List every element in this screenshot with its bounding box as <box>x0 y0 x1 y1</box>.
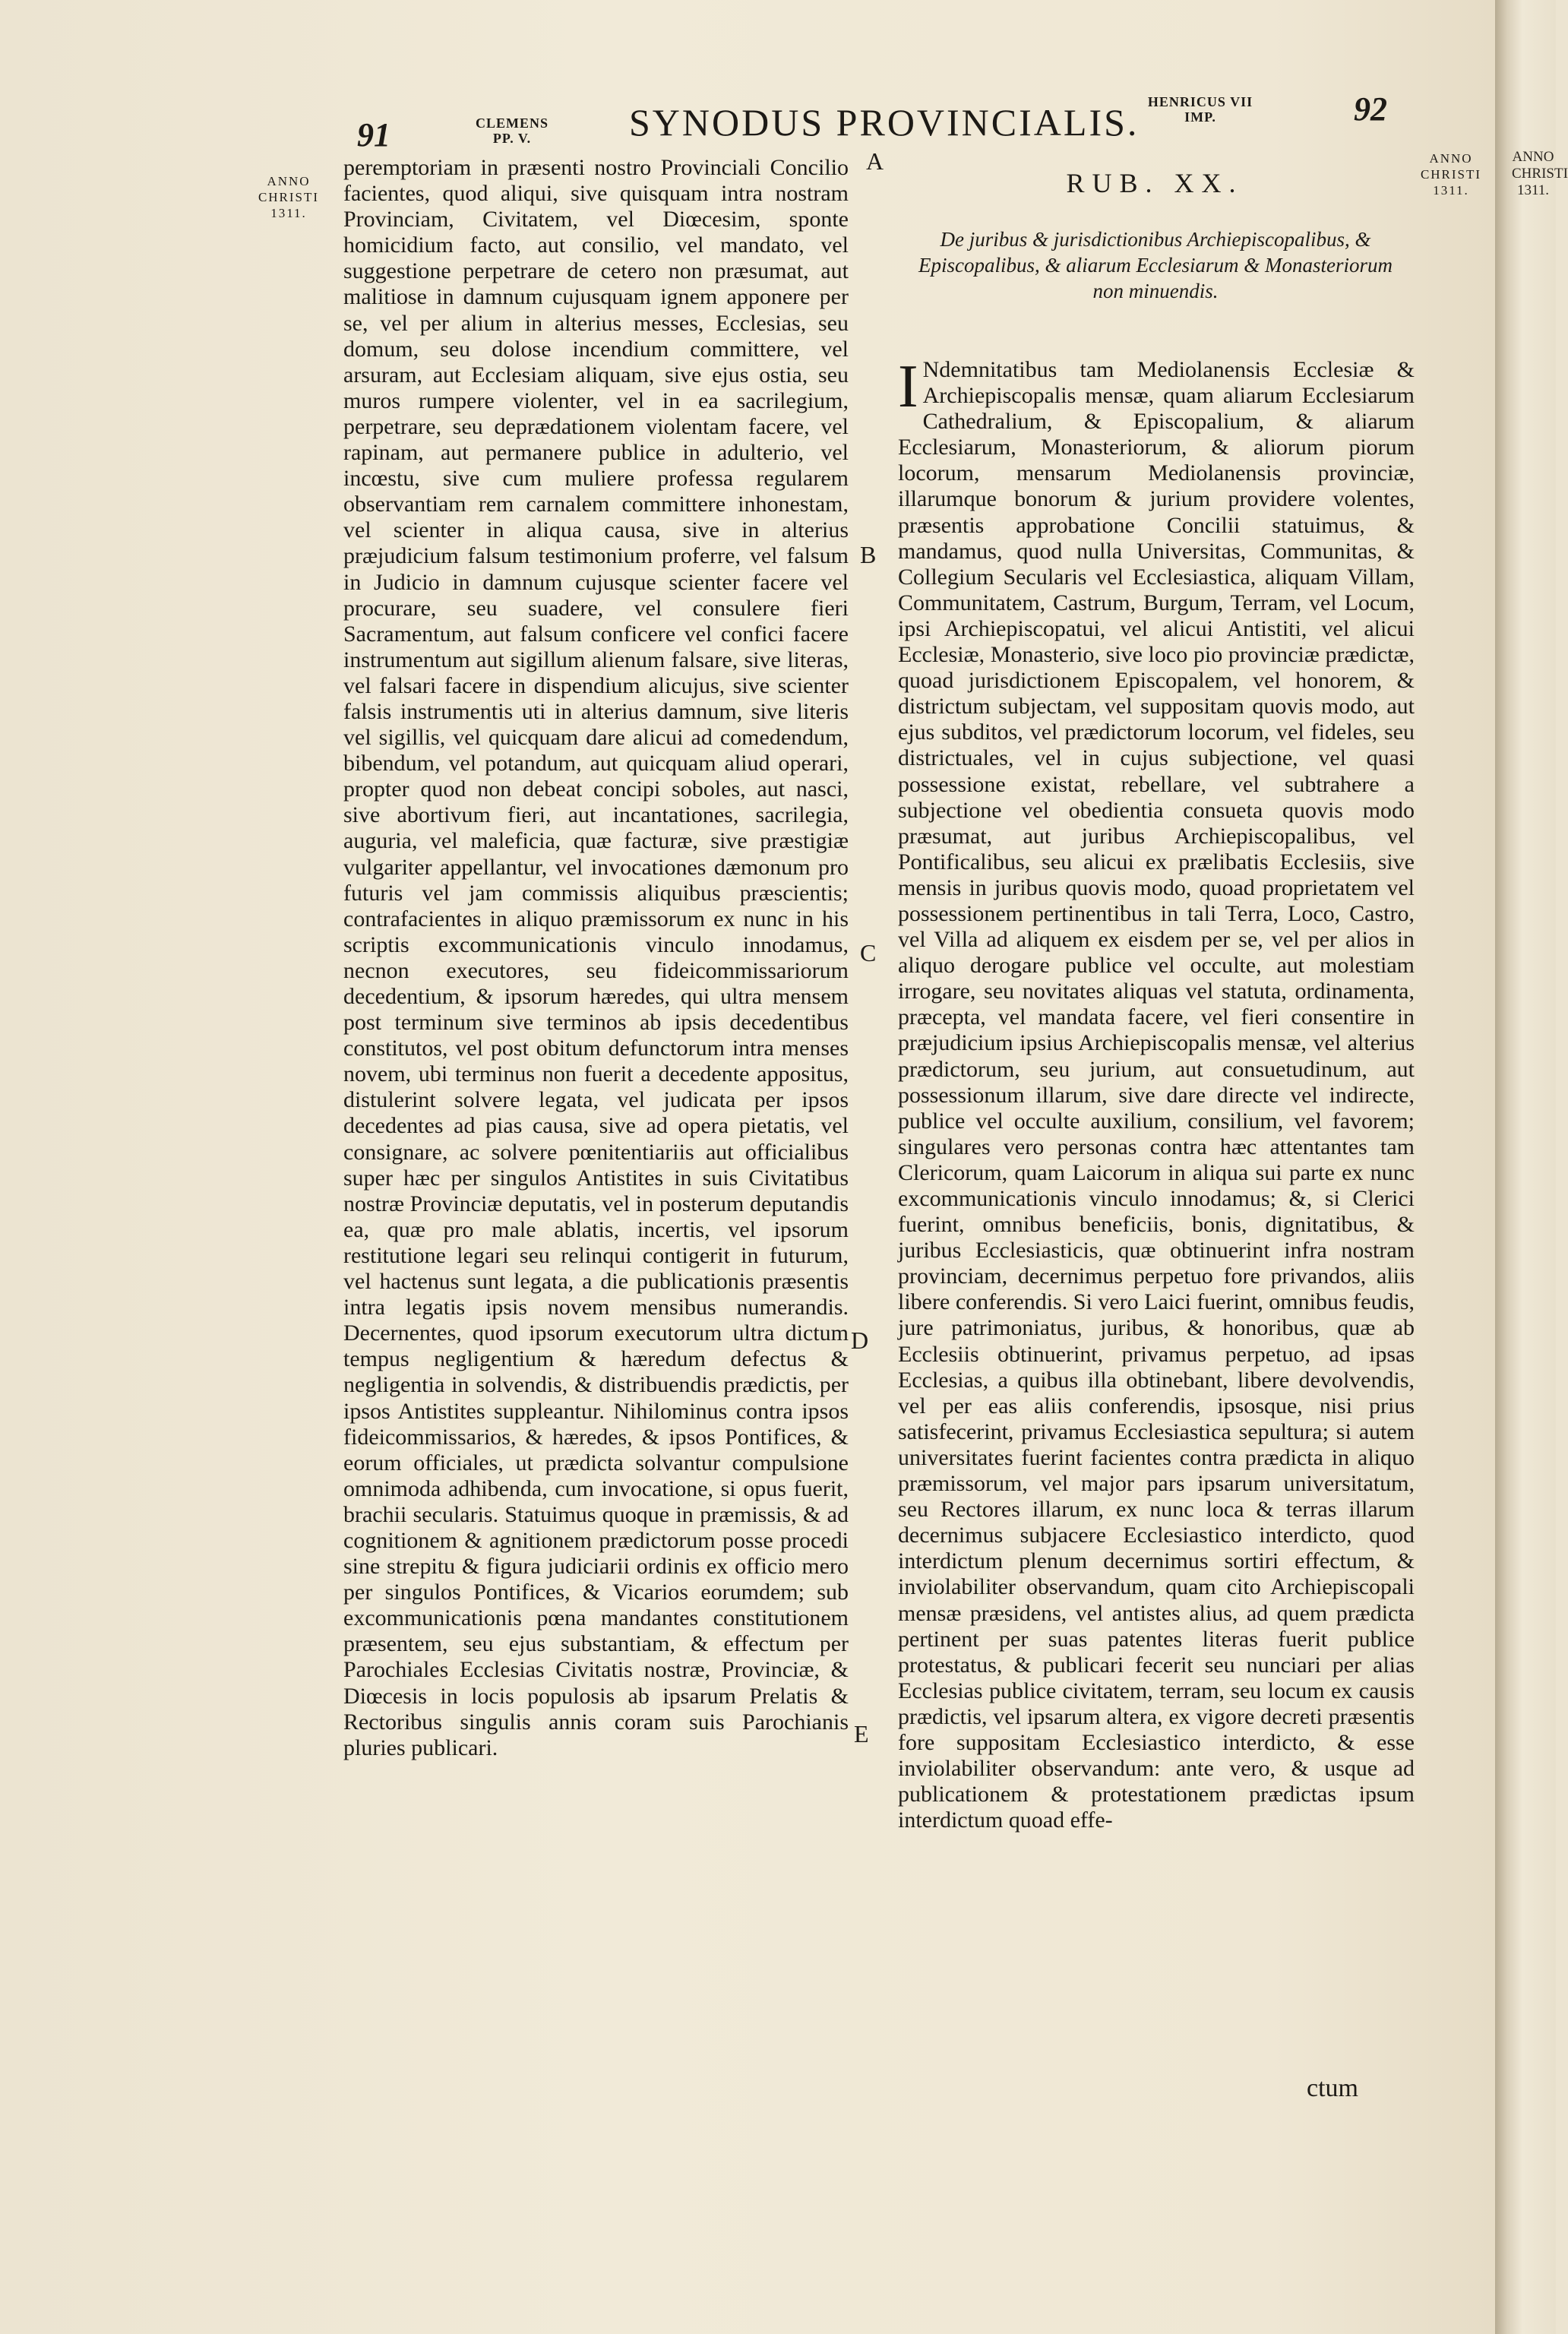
left-column-text: peremptoriam in præsenti nostro Provinciali Concilio facientes, quod aliqui, sive quisquam intra nostram Provinciam, Civitatem, vel Diœcesim, sponte homicidium facto, aut consilio, vel mandato, vel suggestione perpetrare de cetero non præsumat, aut malitiose in damnum cujusquam ignem apponere per se, vel per alium in alterius messes, Ecclesias, seu domum, seu dolose incendium committere, vel arsuram, aut Ecclesiam aliquam, sive ejus ostia, seu muros rumpere violenter, vel in ea sacrilegium, perpetrare, seu deprædationem violentam facere, vel rapinam, aut permanere publice in adulterio, vel incœstu, sive cum muliere professa regularem observantiam rem carnalem committere inhonestam, vel scienter in aliqua causa, sive in alterius præjudicium falsum testimonium proferre, vel falsum in Judicio in damnum cujusque scienter facere vel procurare, seu suadere, vel consulere fieri Sacramentum, aut falsum conficere vel confici facere instrumentum aut sigillum alienum falsare, sive literas, vel falsari facere in dispendium alicujus, sive scienter falsis instrumentis uti in alterius damnum, sive literis vel sigillis, vel quicquam dare alicui ad comedendum, bibendum, vel potandum, aut quicquam aliud operari, propter quod non debeat concipi soboles, aut nasci, sive abortivum fieri, aut incantationes, sacrilegia, auguria, vel maleficia, quæ facturæ, sive præstigiæ vulgariter appellantur, vel invocationes dæmonum pro futuris vel jam commissis aliquibus præscientis; contrafacientes in aliquo præmissorum ex nunc in his scriptis excommunicationis vinculo innodamus, necnon executores, seu fideicommissariorum decedentium, & ipsorum hæredes, qui ultra mensem post terminum sive terminos ab ipsis decedentibus constitutos, vel post obitum defunctorum intra menses novem, ubi terminus non fuerit a decedente appositus, distulerint solvere legata, vel judicata per ipsos decedentes ad pias causa, sive ad opera pietatis, vel consignare, ac solvere pœnitentiariis aut officialibus super hæc per singulos Antistites in suis Civitatibus nostræ Provinciæ deputatis, vel in posterum deputandis ea, quæ pro male ablatis, incertis, vel ipsorum restitutione legari seu relinqui contigerit in futurum, vel hactenus sunt legata, a die publicationis præsentis intra legatis ipsis novem mensibus numerandis. Decernentes, quod ipsorum executorum ultra dictum tempus negligentium & hæredum defectus & negligentia in solvendis, & distribuendis prædictis, per ipsos Antistites suppleantur. Nihilominus contra ipsos fideicommissarios, & hæredes, & ipsos Pontifices, & eorum officiales, ut prædicta solvantur compulsione omnimoda adhibenda, cum invocatione, si opus fuerit, brachii secularis. Statuimus quoque in præmissis, & ad cognitionem & agnitionem prædictorum posse procedi sine strepitu & figura judiciarii ordinis ex officio mero per singulos Pontifices, & Vicarios eorumdem; sub excommunicationis pœna mandantes constitutionem præsentem, seu ejus substantiam, & effectum per Parochiales Ecclesias Civitatis nostræ, Provinciæ, & Diœcesis in locis populosis ab ipsarum Prelatis & Rectoribus singulis annis coram suis Parochianis pluries publicari. <box>343 155 849 1760</box>
margin-year-right-line3: 1311. <box>1433 183 1469 198</box>
page-number-right: 92 <box>1354 90 1387 128</box>
margin-year-right <box>1410 150 1492 198</box>
running-head-right <box>1140 94 1261 125</box>
margin-year-right-line1: ANNO <box>1429 151 1473 166</box>
catchword: ctum <box>1307 2074 1358 2102</box>
section-letter-c: C <box>860 939 877 966</box>
section-letter-b: B <box>860 541 877 568</box>
margin-year-spine-line2: CHRISTI <box>1512 166 1568 182</box>
section-letter-a: A <box>866 147 884 175</box>
page-number-left: 91 <box>357 116 390 153</box>
margin-year-spine-line3: 1311. <box>1516 182 1550 198</box>
section-letter-e: E <box>854 1720 869 1747</box>
margin-year-left <box>243 173 334 221</box>
left-column <box>343 155 849 1761</box>
right-column-text: Ndemnitatibus tam Mediolanensis Ecclesiæ & Archiepiscopalis mensæ, quam aliarum Ecclesiarum Cathedralium, & Episcopalium, & aliarum Ecclesiarum, Monasteriorum, & aliorum piorum locorum, mensarum Mediolanensis provinciæ, illarumque bonorum & jurium providere volentes, præsentis approbatione Concilii statuimus, & mandamus, quod nulla Universitas, Communitas, & Collegium Secularis vel Ecclesiastica, aliquam Villam, Communitatem, Castrum, Burgum, Terram, vel Locum, ipsi Archiepiscopatui, vel alicui Antistiti, vel alicui Ecclesiæ, Monasterio, sive loco pio provinciæ prædictæ, quoad jurisdictionem Episcopalem, vel honorem, & districtum subjectam, vel suppositam quovis modo, aut ejus subditos, vel prædictorum locorum, vel fideles, seu districtuales, vel in cujus subjectione, vel quasi possessione existat, rebellare, vel subtrahere a subjectione vel obedientia consueta quovis modo præsumat, aut juribus Archiepiscopalibus, vel Pontificalibus, seu alicui ex prælibatis Ecclesiis, sive mensis in juribus quovis modo, quoad proprietatem vel possessionem pertinentibus in tali Terra, Loco, Castro, vel Villa ad aliquem ex eisdem per se, vel per alios in aliquo derogare publice vel occulte, aut molestiam irrogare, seu novitates aliquas vel statuta, ordinamenta, præcepta, vel mandata facere, vel fieri consentire in præjudicium ipsius Archiepiscopalis mensæ, vel alterius prædictorum, seu jurium, aut consuetudinum, aut possessionum illarum, sive dare directe vel indirecte, publice vel occulte auxilium, consilium, vel favorem; singulares vero personas contra hæc attentantes tam Clericorum, quam Laicorum in aliqua sui parte ex nunc excommunicationis vinculo innodamus; &, si Clerici fuerint, omnibus beneficiis, bonis, dignitatibus, & juribus Ecclesiasticis, quæ obtinuerint infra nostram provinciam, decernimus perpetuo fore privandos, aliis libere conferendis. Si vero Laici fuerint, omnibus feudis, jure patrimoniatus, juribus, & honoribus, quæ ab Ecclesiis obtinuerint, privamus perpetuo, ad ipsas Ecclesias, a quibus illa obtinebant, libere devolvendis, vel per eas aliis conferendis, ipsosque, nisi prius satisfecerint, privamus Ecclesiastica sepultura; si autem universitates fuerint facientes contra prædicta in aliquo præmissorum, vel major pars ipsarum universitatum, seu Rectores illarum, ex nunc loca & terras illarum decernimus subjacere Ecclesiastico interdicto, quod interdictum plenum decernimus sortiri effectum, & inviolabiliter observandum, quam cito Archiepiscopali mensæ præsidens, vel antistes alius, ad quem prædicta pertinent per suas patentes literas fuerit publice protestatus, & publicari fecerit seu nunciari per alias Ecclesias publice civitatem, terram, seu locum ex causis prædictis, vel ipsarum altera, ex vigore decreti præsentis fore suppositam Ecclesiastico interdicto, & esse inviolabiliter observandum: ante vero, & usque ad publicationem & protestationem prædictas ipsum interdictum quoad effe- <box>898 357 1415 1833</box>
running-head-left-line2: PP. V. <box>492 131 532 146</box>
right-column <box>898 353 1415 1833</box>
running-head-right-line1: HENRICUS VII <box>1147 94 1253 109</box>
book-gutter <box>1495 0 1568 2334</box>
running-head-left-line1: CLEMENS <box>475 115 548 131</box>
rubric-title: De juribus & jurisdictionibus Archiepiscopalibus, & Episcopalibus, & aliarum Ecclesiarum & Monasteriorum non minuendis. <box>918 228 1393 302</box>
margin-year-left-line3: 1311. <box>270 206 307 220</box>
margin-year-left-line2: CHRISTI <box>258 190 320 204</box>
running-head-left <box>466 115 558 146</box>
drop-cap: I <box>898 353 918 420</box>
margin-year-right-line2: CHRISTI <box>1420 167 1482 182</box>
page-title: SYNODUS PROVINCIALIS. <box>629 101 1140 144</box>
running-head-right-line2: IMP. <box>1184 109 1216 125</box>
rubric-heading: RUB. XX. <box>1066 168 1244 198</box>
section-letter-d: D <box>851 1327 869 1354</box>
margin-year-left-line1: ANNO <box>267 174 311 188</box>
margin-year-spine <box>1512 149 1568 199</box>
margin-year-spine-line1: ANNO <box>1512 149 1554 165</box>
